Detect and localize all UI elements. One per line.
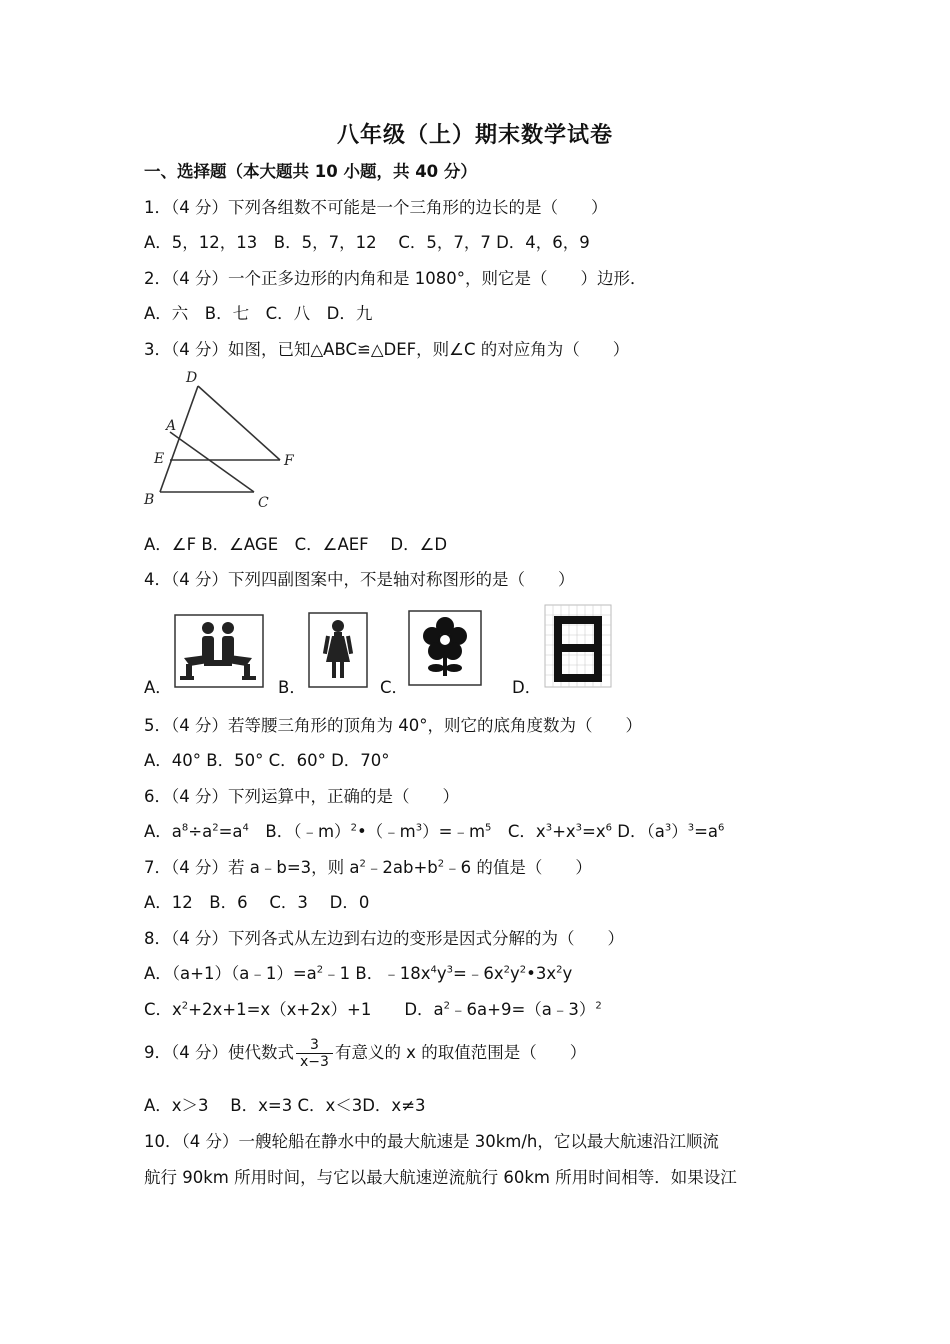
seated-people-icon (174, 614, 264, 688)
q8-cd-pre: C．x (144, 1000, 182, 1019)
q8-ab-exp1: 2 (316, 964, 324, 976)
question-3: 3．（4 分）如图，已知△ABC≌△DEF，则∠C 的对应角为（ ） (144, 340, 630, 359)
q7-text-mid: ﹣2ab+b (365, 858, 438, 877)
label-d: D (186, 370, 198, 386)
question-5: 5．（4 分）若等腰三角形的顶角为 40°，则它的底角度数为（ ） (144, 716, 642, 735)
q8-ab-post: •3x (526, 964, 557, 983)
question-3-options: A．∠F B．∠AGE C．∠AEF D．∠D (144, 535, 448, 554)
q8-ab-end: y (562, 964, 573, 983)
question-8: 8．（4 分）下列各式从左边到右边的变形是因式分解的为（ ） (144, 929, 624, 948)
question-7-options: A．12 B．6 C．3 D．0 (144, 893, 370, 912)
label-c: C (258, 495, 269, 511)
q6-b-exp2: 3 (415, 822, 423, 834)
q6-d-exp3: 6 (718, 822, 725, 834)
question-4: 4．（4 分）下列四副图案中，不是轴对称图形的是（ ） (144, 570, 575, 589)
q8-cd-exp2: 2 (443, 1000, 451, 1012)
q8-ab-y2: y (509, 964, 520, 983)
q9-text-pre: 9．（4 分）使代数式 (144, 1043, 294, 1062)
q7-text-post: ﹣6 的值是（ ） (444, 858, 592, 877)
q6-a-mid: ÷a (188, 822, 213, 841)
label-a: A (166, 418, 177, 434)
q8-ab-exp5: 2 (519, 964, 527, 976)
question-8-options-ab (144, 962, 572, 986)
q8-cd-mid: +2x+1=x（x+2x）+1 D．a (188, 1000, 444, 1019)
woman-restroom-icon (308, 612, 368, 688)
q6-a-eq: =a (218, 822, 243, 841)
q6-a-text: A．a (144, 822, 182, 841)
q6-b-mid: •（﹣m (356, 822, 416, 841)
q9-fraction (296, 1037, 333, 1070)
q6-a-exp1: 8 (181, 822, 189, 834)
q8-ab-pre: A．（a+1）（a﹣1）=a (144, 964, 317, 983)
q8-ab-exp4: 2 (503, 964, 510, 976)
q7-text-pre: 7．（4 分）若 a﹣b=3，则 a (144, 858, 360, 877)
q8-ab-exp6: 2 (556, 964, 563, 976)
question-2-options: A．六 B．七 C．八 D．九 (144, 304, 373, 323)
q9-denominator: x−3 (300, 1054, 329, 1070)
triangle-figure (140, 368, 310, 516)
question-6-options (144, 820, 724, 844)
question-1: 1．（4 分）下列各组数不可能是一个三角形的边长的是（ ） (144, 198, 608, 217)
question-9 (144, 1036, 586, 1070)
question-8-options-cd (144, 998, 602, 1022)
q8-cd-exp1: 2 (181, 1000, 189, 1012)
q6-d-text: D．（a (612, 822, 665, 841)
question-10-line-1: 10．（4 分）一艘轮船在静水中的最大航速是 30km/h，它以最大航速沿江顺流 (144, 1132, 719, 1151)
q6-b-exp1: 2 (350, 822, 357, 834)
q9-text-post: 有意义的 x 的取值范围是（ ） (334, 1043, 587, 1062)
q8-cd-exp3: 2 (595, 1000, 602, 1012)
q6-b-exp3: 5 (485, 822, 492, 834)
question-5-options: A．40° B．50° C．60° D．70° (144, 751, 390, 770)
question-2: 2．（4 分）一个正多边形的内角和是 1080°，则它是（ ）边形． (144, 269, 647, 288)
q4-option-b-label: B． (278, 678, 306, 697)
q6-a-exp2: 2 (212, 822, 219, 834)
q7-exp1: 2 (359, 858, 366, 870)
q4-option-a-label: A． (144, 678, 172, 697)
q4-option-c-label: C． (380, 678, 409, 697)
q6-d-exp2: 3 (687, 822, 695, 834)
section-heading: 一、选择题（本大题共 10 小题，共 40 分） (144, 162, 477, 181)
page-title: 八年级（上）期末数学试卷 (336, 123, 613, 148)
label-f: F (284, 453, 294, 469)
q8-cd-post: ﹣6a+9=（a﹣3） (450, 1000, 596, 1019)
q6-d-eq: =a (694, 822, 719, 841)
label-e: E (154, 451, 165, 467)
question-6: 6．（4 分）下列运算中，正确的是（ ） (144, 787, 459, 806)
question-10-line-2: 航行 90km 所用时间，与它以最大航速逆流航行 60km 所用时间相等．如果设江 (144, 1168, 737, 1187)
question-7 (144, 856, 592, 880)
q6-c-text: C．x (491, 822, 546, 841)
q6-b-text: B．（﹣m） (248, 822, 351, 841)
q8-ab-exp2: 4 (430, 964, 437, 976)
q6-d-mid: ） (671, 822, 688, 841)
q6-a-exp3: 4 (242, 822, 249, 834)
label-b: B (144, 492, 155, 508)
q8-ab-mid: ﹣1 B．﹣18x (323, 964, 431, 983)
q8-ab-mid2: =﹣6x (453, 964, 504, 983)
q6-b-eq: ）=﹣m (422, 822, 486, 841)
q7-exp2: 2 (437, 858, 445, 870)
question-9-options: A．x＞3 B．x=3 C．x＜3D．x≠3 (144, 1096, 426, 1115)
q8-ab-y: y (436, 964, 447, 983)
q6-c-exp3: 6 (605, 822, 613, 834)
q6-c-eq: =x (582, 822, 606, 841)
q4-option-d-label: D． (512, 678, 542, 697)
character-ri-icon (544, 604, 612, 688)
q6-c-exp2: 3 (575, 822, 583, 834)
question-1-options: A．5，12，13 B．5，7，12 C．5，7，7 D．4，6，9 (144, 233, 590, 252)
q6-c-exp1: 3 (545, 822, 553, 834)
q8-ab-exp3: 3 (446, 964, 453, 976)
q6-d-exp1: 3 (664, 822, 672, 834)
flower-icon (408, 610, 482, 686)
q9-numerator: 3 (296, 1037, 333, 1054)
q6-c-mid: +x (552, 822, 576, 841)
